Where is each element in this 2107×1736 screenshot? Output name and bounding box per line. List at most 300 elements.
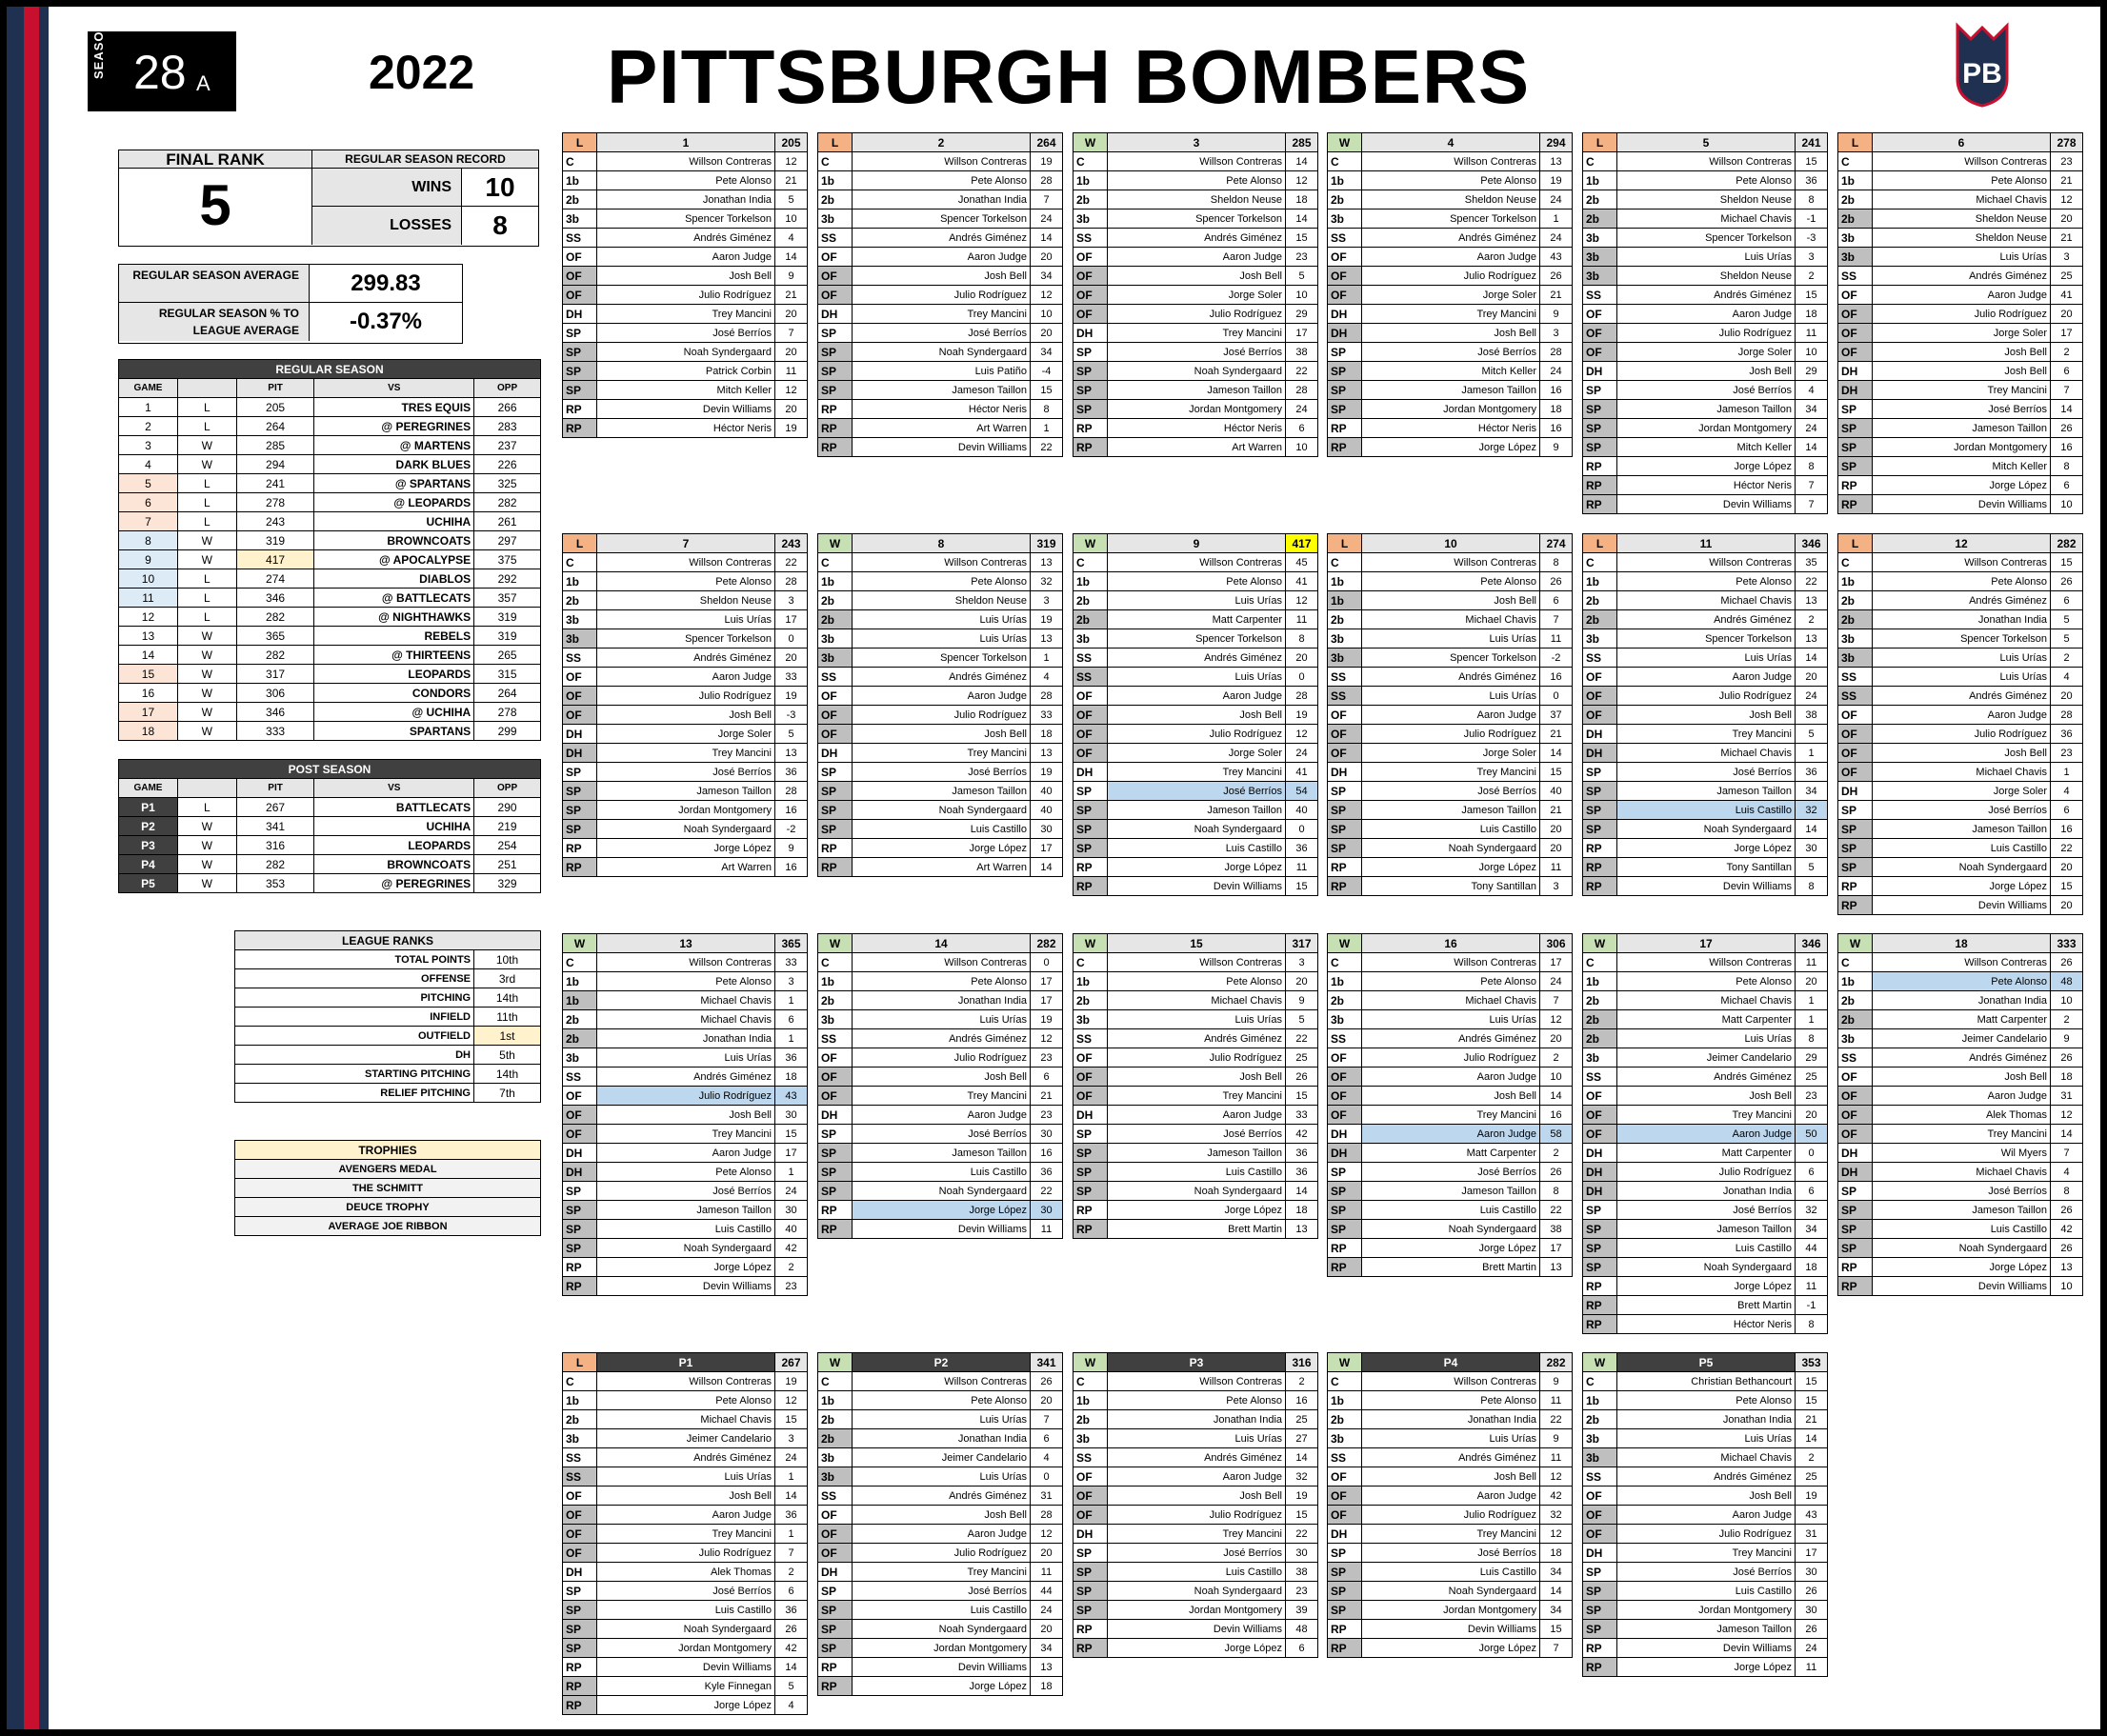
result: W — [177, 627, 236, 646]
opponent: DARK BLUES — [314, 455, 474, 474]
player-score: 1 — [1796, 1010, 1828, 1029]
game-number: 2 — [119, 417, 178, 436]
player-score: 2 — [1796, 267, 1828, 286]
player-score: 31 — [2051, 1087, 2083, 1106]
roster-row — [1328, 286, 1573, 305]
roster-row — [818, 820, 1063, 839]
roster-row — [1583, 1258, 1828, 1277]
position: OF — [1074, 1467, 1108, 1487]
position: SP — [1583, 1258, 1617, 1277]
roster-row — [563, 1563, 808, 1582]
roster-row — [1328, 591, 1573, 610]
player-name: Trey Mancini — [853, 744, 1031, 763]
position: SP — [563, 1239, 597, 1258]
player-name: Andrés Giménez — [853, 229, 1031, 248]
player-name: Mitch Keller — [1362, 362, 1540, 381]
player-name: José Berríos — [597, 1582, 775, 1601]
player-name: Josh Bell — [853, 725, 1031, 744]
player-score: 43 — [775, 1087, 808, 1106]
player-score: 15 — [1286, 877, 1318, 896]
player-name: Julio Rodríguez — [1617, 1163, 1796, 1182]
position: OF — [563, 668, 597, 687]
player-name: Trey Mancini — [1362, 305, 1540, 324]
opponent: LEOPARDS — [314, 665, 474, 684]
player-name: Aaron Judge — [853, 248, 1031, 267]
player-score: 6 — [1031, 1429, 1063, 1448]
position: RP — [1838, 896, 1873, 915]
player-score: 3 — [1796, 248, 1828, 267]
game-number: 14 — [853, 934, 1031, 953]
roster-row — [1583, 1087, 1828, 1106]
player-score: 32 — [1031, 572, 1063, 591]
roster-row — [818, 381, 1063, 400]
roster-row — [1328, 1487, 1573, 1506]
position: SP — [818, 1182, 853, 1201]
player-score: 16 — [1540, 419, 1573, 438]
position: OF — [1328, 744, 1362, 763]
game-number: 6 — [119, 493, 178, 512]
game-result: L — [1583, 534, 1617, 553]
player-score: 15 — [1286, 229, 1318, 248]
roster-row — [563, 839, 808, 858]
roster-row — [1328, 1448, 1573, 1467]
position: SP — [1074, 801, 1108, 820]
player-score: 10 — [2051, 495, 2083, 514]
roster-row — [1328, 1620, 1573, 1639]
player-name: Aaron Judge — [1617, 668, 1796, 687]
player-name: Jameson Taillon — [1617, 1620, 1796, 1639]
position: SP — [563, 324, 597, 343]
player-score: 20 — [1031, 324, 1063, 343]
position: DH — [1838, 1144, 1873, 1163]
position: RP — [563, 839, 597, 858]
player-score: 20 — [775, 400, 808, 419]
player-score: 24 — [1540, 972, 1573, 991]
trophy-name: DEUCE TROPHY — [235, 1198, 541, 1217]
player-name: José Berríos — [853, 1125, 1031, 1144]
position: C — [563, 152, 597, 171]
player-name: Trey Mancini — [1617, 1544, 1796, 1563]
position: OF — [1074, 1087, 1108, 1106]
player-score: 32 — [1796, 1201, 1828, 1220]
player-name: Jorge López — [1108, 858, 1286, 877]
player-score: 21 — [2051, 171, 2083, 190]
position: C — [1838, 152, 1873, 171]
player-score: 20 — [1540, 1029, 1573, 1048]
game-box — [1582, 132, 1828, 514]
player-name: José Berríos — [853, 1582, 1031, 1601]
position: 2b — [1583, 591, 1617, 610]
player-score: 15 — [2051, 553, 2083, 572]
roster-row — [1583, 1220, 1828, 1239]
position: SP — [1838, 839, 1873, 858]
player-score: 17 — [1031, 991, 1063, 1010]
roster-row — [818, 1429, 1063, 1448]
roster-row — [818, 744, 1063, 763]
position: SP — [1583, 820, 1617, 839]
player-name: Trey Mancini — [853, 1563, 1031, 1582]
position: SP — [1074, 1125, 1108, 1144]
player-name: José Berríos — [1873, 1182, 2051, 1201]
result: W — [177, 550, 236, 569]
game-total: 241 — [1796, 133, 1828, 152]
roster-row — [1583, 858, 1828, 877]
roster-row — [1074, 438, 1318, 457]
player-name: José Berríos — [853, 324, 1031, 343]
position: 3b — [1838, 248, 1873, 267]
player-name: Noah Syndergaard — [1362, 1582, 1540, 1601]
game-number: 9 — [1108, 534, 1286, 553]
roster-row — [1583, 1582, 1828, 1601]
player-name: Pete Alonso — [1362, 171, 1540, 190]
position: SS — [563, 649, 597, 668]
position: 1b — [1583, 572, 1617, 591]
position: OF — [1328, 1487, 1362, 1506]
position: OF — [563, 267, 597, 286]
position: SS — [818, 668, 853, 687]
roster-row — [1074, 858, 1318, 877]
roster-row — [1328, 190, 1573, 210]
player-name: Devin Williams — [1617, 877, 1796, 896]
player-score: 30 — [775, 1106, 808, 1125]
player-name: Noah Syndergaard — [1617, 820, 1796, 839]
roster-row — [1074, 877, 1318, 896]
position: 3b — [1583, 1048, 1617, 1068]
player-score: 58 — [1540, 1125, 1573, 1144]
player-name: Aaron Judge — [597, 248, 775, 267]
final-rank-value: 5 — [199, 173, 231, 237]
position: SP — [563, 1220, 597, 1239]
position: DH — [818, 744, 853, 763]
table-row — [235, 1198, 541, 1217]
player-score: 14 — [1796, 820, 1828, 839]
roster-row — [1838, 286, 2083, 305]
player-score: 30 — [1796, 839, 1828, 858]
roster-row — [818, 1544, 1063, 1563]
player-score: 14 — [775, 1487, 808, 1506]
position: DH — [1328, 1525, 1362, 1544]
position: RP — [1328, 1239, 1362, 1258]
position: C — [818, 953, 853, 972]
position: DH — [1328, 1125, 1362, 1144]
player-name: Willson Contreras — [853, 1372, 1031, 1391]
roster-row — [1074, 362, 1318, 381]
player-score: 20 — [1796, 972, 1828, 991]
game-box — [1327, 533, 1573, 896]
player-score: 1 — [1031, 649, 1063, 668]
player-name: Luis Urías — [597, 1048, 775, 1068]
roster-row — [818, 1677, 1063, 1696]
player-score: 14 — [1286, 1182, 1318, 1201]
position: SP — [563, 1639, 597, 1658]
game-result: W — [1074, 133, 1108, 152]
position: SP — [1074, 1182, 1108, 1201]
roster-row — [818, 1563, 1063, 1582]
player-name: Luis Castillo — [1108, 1163, 1286, 1182]
player-name: Luis Castillo — [1617, 1582, 1796, 1601]
player-score: 3 — [775, 591, 808, 610]
player-name: Julio Rodríguez — [1108, 725, 1286, 744]
table-row — [235, 969, 541, 988]
roster-row — [563, 267, 808, 286]
roster-row — [1328, 1601, 1573, 1620]
player-name: Josh Bell — [853, 1506, 1031, 1525]
roster-row — [1583, 1372, 1828, 1391]
position: C — [818, 152, 853, 171]
position: DH — [1583, 1182, 1617, 1201]
player-name: Andrés Giménez — [1873, 1048, 2051, 1068]
player-score: 10 — [775, 210, 808, 229]
player-name: Andrés Giménez — [853, 1029, 1031, 1048]
roster-row — [1328, 1029, 1573, 1048]
player-name: Michael Chavis — [1617, 210, 1796, 229]
opp-score: 375 — [474, 550, 541, 569]
position: 3b — [1328, 629, 1362, 649]
player-name: Jorge Soler — [1108, 286, 1286, 305]
roster-row — [818, 1201, 1063, 1220]
player-name: Luis Urías — [597, 610, 775, 629]
position: RP — [1583, 495, 1617, 514]
player-score: 18 — [1031, 725, 1063, 744]
player-score: 6 — [1286, 1639, 1318, 1658]
position: RP — [1328, 419, 1362, 438]
roster-row — [1328, 629, 1573, 649]
roster-row — [1838, 572, 2083, 591]
player-name: Mitch Keller — [1873, 457, 2051, 476]
roster-row — [818, 1029, 1063, 1048]
game-box — [1837, 132, 2083, 514]
position: 1b — [1328, 972, 1362, 991]
position: RP — [1583, 1639, 1617, 1658]
game-box — [817, 933, 1063, 1239]
player-score: 8 — [2051, 1182, 2083, 1201]
season-badge — [88, 21, 236, 111]
position: 3b — [1583, 248, 1617, 267]
roster-row — [1583, 591, 1828, 610]
player-score: 4 — [2051, 782, 2083, 801]
player-name: Luis Urías — [1873, 649, 2051, 668]
roster-row — [1074, 972, 1318, 991]
position: 3b — [1583, 1448, 1617, 1467]
position: OF — [1074, 286, 1108, 305]
roster-row — [1328, 229, 1573, 248]
roster-row — [1583, 1639, 1828, 1658]
roster-row — [563, 553, 808, 572]
position: SP — [1838, 1239, 1873, 1258]
player-score: 25 — [1796, 1068, 1828, 1087]
position: OF — [563, 1525, 597, 1544]
game-result: W — [818, 934, 853, 953]
game-total: 285 — [1286, 133, 1318, 152]
position: C — [818, 553, 853, 572]
position: SP — [1328, 1220, 1362, 1239]
position: RP — [818, 1658, 853, 1677]
roster-row — [1328, 248, 1573, 267]
position: RP — [1583, 476, 1617, 495]
roster-row — [1328, 267, 1573, 286]
player-name: Josh Bell — [597, 706, 775, 725]
player-name: Michael Chavis — [1617, 991, 1796, 1010]
roster-row — [1583, 782, 1828, 801]
roster-row — [1328, 1201, 1573, 1220]
player-name: Trey Mancini — [1617, 1106, 1796, 1125]
roster-row — [1838, 801, 2083, 820]
pit-score: 417 — [236, 550, 314, 569]
position: OF — [818, 725, 853, 744]
player-name: Jeimer Candelario — [597, 1429, 775, 1448]
player-name: Jorge López — [1617, 1658, 1796, 1677]
player-name: Luis Castillo — [1617, 1239, 1796, 1258]
roster-row — [818, 171, 1063, 190]
logo-text: PB — [1962, 58, 2002, 90]
pit-score: 306 — [236, 684, 314, 703]
position: OF — [563, 1087, 597, 1106]
position: SP — [1328, 1582, 1362, 1601]
player-score: 23 — [1031, 1106, 1063, 1125]
position: DH — [1583, 362, 1617, 381]
player-name: Josh Bell — [1362, 1467, 1540, 1487]
roster-row — [818, 1048, 1063, 1068]
rank-category: OUTFIELD — [235, 1027, 474, 1046]
position: SP — [1583, 381, 1617, 400]
player-score: 1 — [1796, 991, 1828, 1010]
roster-row — [1074, 591, 1318, 610]
roster-row — [1328, 438, 1573, 457]
roster-row — [1838, 858, 2083, 877]
player-score: 14 — [775, 1658, 808, 1677]
roster-row — [1583, 210, 1828, 229]
game-result: W — [818, 534, 853, 553]
player-name: Trey Mancini — [597, 305, 775, 324]
player-name: Willson Contreras — [597, 953, 775, 972]
position: 3b — [1328, 210, 1362, 229]
position: SP — [1074, 1601, 1108, 1620]
player-score: 4 — [1031, 668, 1063, 687]
roster-row — [1583, 1525, 1828, 1544]
player-score: 12 — [1031, 286, 1063, 305]
roster-row — [818, 953, 1063, 972]
position: 2b — [1583, 1029, 1617, 1048]
player-score: 19 — [1796, 1487, 1828, 1506]
player-score: 42 — [1540, 1487, 1573, 1506]
position: SP — [563, 343, 597, 362]
position: SP — [1328, 1563, 1362, 1582]
player-score: 31 — [1796, 1525, 1828, 1544]
player-name: Luis Castillo — [1617, 801, 1796, 820]
player-name: Jonathan India — [1617, 1410, 1796, 1429]
game-result: W — [1328, 934, 1362, 953]
player-score: 23 — [775, 1277, 808, 1296]
player-score: 4 — [2051, 668, 2083, 687]
game-total: 282 — [1031, 934, 1063, 953]
player-name: Wil Myers — [1873, 1144, 2051, 1163]
player-name: Luis Castillo — [1362, 1201, 1540, 1220]
game-box — [817, 1352, 1063, 1696]
opponent: UCHIHA — [314, 512, 474, 531]
player-score: 20 — [2051, 896, 2083, 915]
position: 3b — [1583, 1429, 1617, 1448]
position: OF — [818, 1087, 853, 1106]
ranks-title: LEAGUE RANKS — [235, 931, 541, 950]
game-number: P4 — [119, 855, 178, 874]
position: C — [563, 1372, 597, 1391]
roster-row — [563, 381, 808, 400]
position: OF — [1328, 1048, 1362, 1068]
game-box — [1073, 132, 1318, 457]
player-name: Josh Bell — [1108, 1487, 1286, 1506]
player-score: 6 — [1796, 1182, 1828, 1201]
roster-row — [818, 343, 1063, 362]
player-name: Matt Carpenter — [1617, 1144, 1796, 1163]
player-name: Trey Mancini — [1873, 381, 2051, 400]
roster-row — [1583, 687, 1828, 706]
section-title: REGULAR SEASON — [119, 360, 541, 379]
player-name: José Berríos — [1617, 763, 1796, 782]
roster-row — [563, 1125, 808, 1144]
player-name: Aaron Judge — [1873, 1087, 2051, 1106]
player-score: 20 — [775, 343, 808, 362]
game-result: W — [818, 1353, 853, 1372]
player-name: Andrés Giménez — [1108, 1029, 1286, 1048]
player-score: 20 — [775, 305, 808, 324]
game-result: L — [563, 133, 597, 152]
roster-row — [818, 649, 1063, 668]
player-score: 2 — [1540, 1144, 1573, 1163]
player-name: Jordan Montgomery — [1873, 438, 2051, 457]
position: SP — [1074, 1544, 1108, 1563]
position: DH — [1328, 305, 1362, 324]
roster-row — [1838, 629, 2083, 649]
roster-row — [1328, 305, 1573, 324]
position: SS — [1074, 649, 1108, 668]
position: RP — [563, 858, 597, 877]
player-name: Luis Urías — [1617, 1429, 1796, 1448]
player-name: Luis Urías — [1617, 649, 1796, 668]
position: C — [1583, 953, 1617, 972]
player-name: Luis Urías — [1108, 591, 1286, 610]
game-result: L — [1838, 534, 1873, 553]
player-score: 24 — [775, 1448, 808, 1467]
player-score: 11 — [1286, 610, 1318, 629]
position: SP — [1074, 839, 1108, 858]
section-title: POST SEASON — [119, 760, 541, 779]
roster-row — [563, 706, 808, 725]
position: SP — [1838, 1220, 1873, 1239]
player-name: Trey Mancini — [1108, 1525, 1286, 1544]
position: SS — [818, 1487, 853, 1506]
position: RP — [563, 419, 597, 438]
game-total: 341 — [1031, 1353, 1063, 1372]
roster-row — [563, 572, 808, 591]
roster-row — [1074, 1544, 1318, 1563]
player-score: 20 — [1031, 1391, 1063, 1410]
position: C — [1328, 553, 1362, 572]
position: SS — [1328, 229, 1362, 248]
roster-row — [563, 1239, 808, 1258]
roster-row — [563, 1029, 808, 1048]
player-score: 4 — [775, 229, 808, 248]
roster-row — [1074, 1506, 1318, 1525]
player-name: Josh Bell — [853, 1068, 1031, 1087]
player-score: 22 — [1286, 1525, 1318, 1544]
game-number: P5 — [119, 874, 178, 893]
player-name: Luis Urías — [1873, 668, 2051, 687]
roster-row — [563, 763, 808, 782]
position: RP — [818, 858, 853, 877]
player-score: 17 — [1796, 1544, 1828, 1563]
position: C — [1074, 1372, 1108, 1391]
player-name: Trey Mancini — [1108, 763, 1286, 782]
